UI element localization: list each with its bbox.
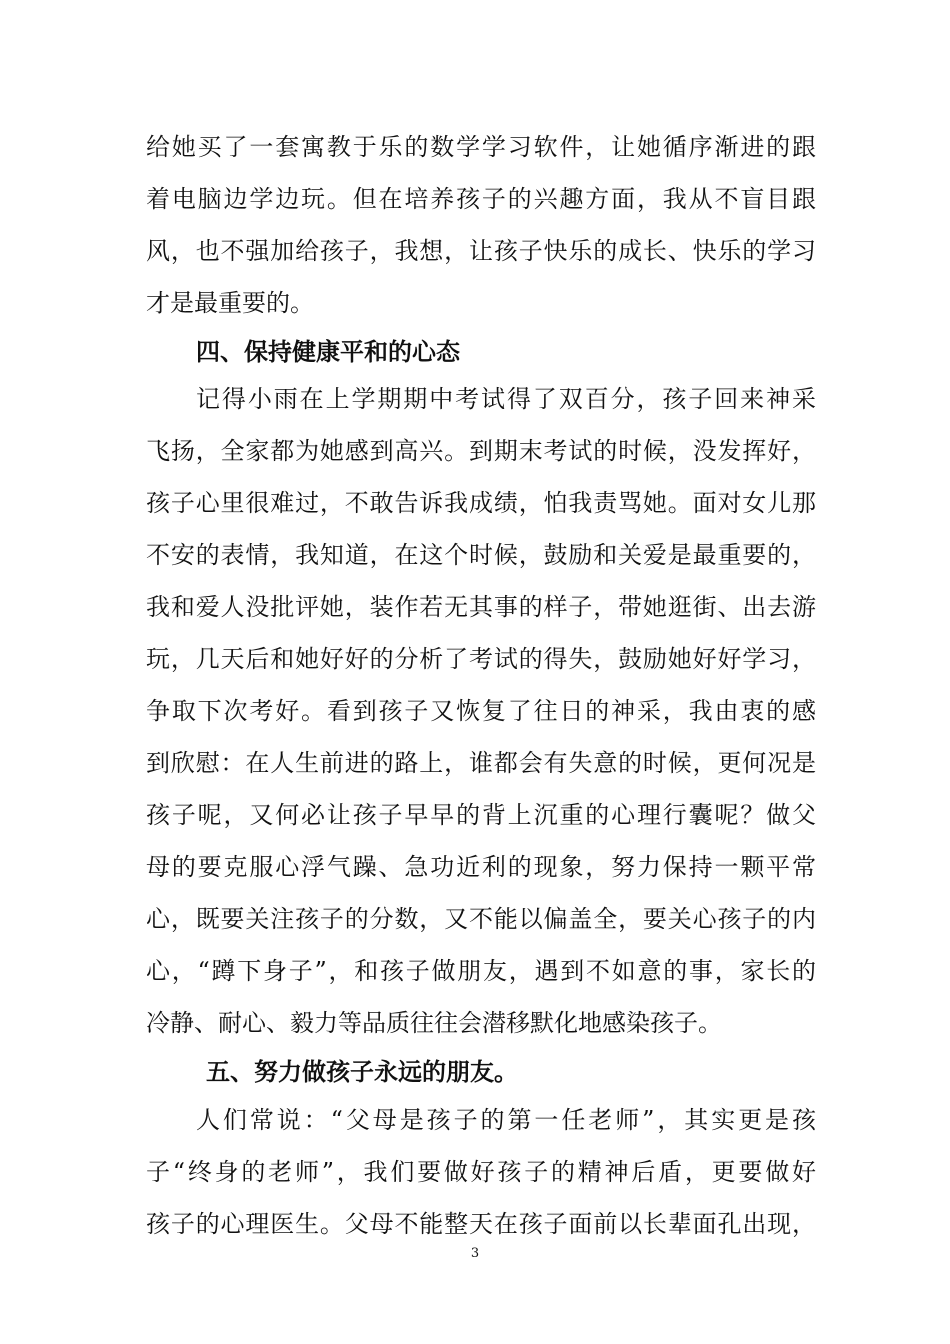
paragraph-2-line-12: 心，“蹲下身子”，和孩子做朋友，遇到不如意的事，家长的 [146,957,816,985]
paragraph-3-line-3: 孩子的心理医生。父母不能整天在孩子面前以长辈面孔出现， [146,1210,816,1238]
paragraph-2-line-7: 争取下次考好。看到孩子又恢复了往日的神采，我由衷的感 [146,697,816,725]
paragraph-3-line-1: 人们常说：“父母是孩子的第一任老师”，其实更是孩 [196,1106,816,1134]
paragraph-1-line-2: 着电脑边学边玩。但在培养孩子的兴趣方面，我从不盲目跟 [146,185,816,213]
section-heading-4: 四、保持健康平和的心态 [196,337,460,366]
page-number: 3 [470,1246,480,1261]
paragraph-1-line-4: 才是最重要的。 [146,289,314,317]
paragraph-2-line-2: 飞扬，全家都为她感到高兴。到期末考试的时候，没发挥好， [146,437,816,465]
paragraph-2-line-8: 到欣慰：在人生前进的路上，谁都会有失意的时候，更何况是 [146,749,816,777]
paragraph-2-line-4: 不安的表情，我知道，在这个时候，鼓励和关爱是最重要的， [146,541,816,569]
paragraph-2-line-9: 孩子呢，又何必让孩子早早的背上沉重的心理行囊呢？做父 [146,801,816,829]
section-heading-5: 五、努力做孩子永远的朋友。 [206,1057,518,1086]
paragraph-1-line-1: 给她买了一套寓教于乐的数学学习软件，让她循序渐进的跟 [146,133,816,161]
paragraph-2-line-13: 冷静、耐心、毅力等品质往往会潜移默化地感染孩子。 [146,1009,722,1037]
paragraph-2-line-1: 记得小雨在上学期期中考试得了双百分，孩子回来神采 [196,385,816,413]
paragraph-2-line-3: 孩子心里很难过，不敢告诉我成绩，怕我责骂她。面对女儿那 [146,489,816,517]
paragraph-3-line-2: 子“终身的老师”，我们要做好孩子的精神后盾，更要做好 [146,1158,816,1186]
paragraph-2-line-10: 母的要克服心浮气躁、急功近利的现象，努力保持一颗平常 [146,853,816,881]
paragraph-2-line-6: 玩，几天后和她好好的分析了考试的得失，鼓励她好好学习， [146,645,816,673]
paragraph-2-line-5: 我和爱人没批评她，装作若无其事的样子，带她逛街、出去游 [146,593,816,621]
paragraph-1-line-3: 风，也不强加给孩子，我想，让孩子快乐的成长、快乐的学习 [146,237,816,265]
paragraph-2-line-11: 心，既要关注孩子的分数，又不能以偏盖全，要关心孩子的内 [146,905,816,933]
